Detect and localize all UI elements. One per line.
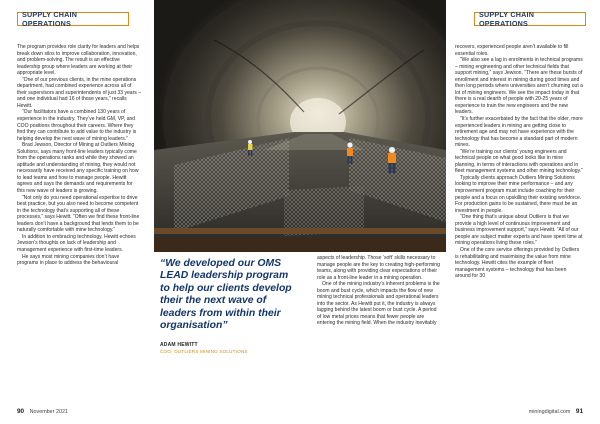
paragraph: Typically clients approach Outliers Mining Solutions looking to improve their mine performance – and any improvement program must include coaching for their people and a focus on upskilling their existing workforce. For production gains to be sustained, there must be an investment in people. xyxy=(455,174,582,214)
paragraph: In addition to embracing technology, Hewitt echoes Jewson’s thoughts on lack of leadership and management experience with first-time leaders. xyxy=(17,233,136,253)
quote-attribution-name: ADAM HEWITT xyxy=(160,342,198,349)
paragraph: recovers, experienced people aren’t available to fill essential roles. xyxy=(455,44,569,57)
paragraph: “Our facilitators have a combined 130 years of experience in the industry. They’ve held GM, VP, and COO positions throughout their careers. Where they find they can contribute to add value to the industry is helping develop the next wave of mining leaders.” xyxy=(17,109,137,142)
paragraph: One of the core service offerings provided by Outliers is rehabilitating and maximising the value from mine technology. Hewitt cites the example of fleet management systems – technology that has been around for 30 xyxy=(455,246,580,280)
paragraph: The program provides role clarity for leaders and helps break down silos to improve collaboration, innovation, and problem-solving. The result is an effective leadership group where leaders are working at their appropriate level. xyxy=(17,44,140,77)
body-column-below-photo xyxy=(317,255,441,327)
paragraph: One of the mining industry’s inherent problems is the boom and bust cycle, which impacts the flow of new mining technical professionals and operational leaders into the sector. As Hewitt put it, the industry is always lagging behind the latest boom or bust cycle. A period of low metal prices means that fewer people are entering the mining field. When the industry inevitably xyxy=(317,281,440,327)
paragraph: “One thing that’s unique about Outliers is that we provide a high level of continuous improvement and business improvement support,” says Hewitt. “All of our people are subject matter experts and have spent time at mining operations living these roles.” xyxy=(455,214,583,247)
pull-quote: “We developed our OMS LEAD leadership program to help our clients develop their the next wave of leaders from within their organisation” xyxy=(160,258,292,332)
paragraph: “It’s further exacerbated by the fact that the older, more experienced leaders in mining are getting close to retirement age and may not have experience with the technology that has become a standard part of modern mines. xyxy=(455,116,583,149)
paragraph: Brad Jewson, Director of Mining at Outliers Mining Solutions, says many front-line leaders typically come from the operations ranks and while they showed an aptitude and understanding of mining, they would not necessarily have received any specific training on how to lead teams and how to manage people. Hewitt agrees and says the demands and requirements for this new wave of leaders is growing. xyxy=(17,142,139,195)
tunnel-photo xyxy=(154,0,446,252)
page-number: 90 xyxy=(17,408,25,415)
site-url: miningdigital.com xyxy=(528,409,571,415)
paragraph: “One of our previous clients, in the mine operations department, had combined experience across all of their supervisors and superintendents of just 33 years – and one individual had 16 of those years,” recalls Hewitt. xyxy=(17,76,141,109)
body-column-left xyxy=(17,44,141,267)
tunnel-illustration xyxy=(154,0,446,252)
paragraph: “We’re training our clients’ young engineers and technical people on what good looks like in mine planning, in terms of interactions with operations and in fleet management systems and other mining technology.” xyxy=(455,148,583,175)
footer-left xyxy=(17,408,68,415)
section-tag: SUPPLY CHAIN OPERATIONS xyxy=(17,12,129,26)
paragraph: He says most mining companies don’t have programs in place to address the behavioural xyxy=(17,253,120,267)
paragraph: aspects of leadership. Those ‘soft’ skills necessary to manage people are the key to creating high-performing teams, along with providing clear expectations of their role as a front-line leader in a mining operation. xyxy=(317,255,440,281)
paragraph: “We also see a lag in enrolments in technical programs – mining engineering and other technical fields that support mining,” says Jewson. “There are these bursts of enrollment and interest in mining during good times and then long periods where universities aren’t churning out a lot of mining engineers. We see the impact today in that there is a real dearth of people with 20-25 years of experience to train the new engineers and the new leaders. xyxy=(455,57,583,116)
page-number: 91 xyxy=(575,408,583,415)
body-column-right xyxy=(455,44,583,280)
pull-quote-block xyxy=(160,258,296,354)
section-tag: SUPPLY CHAIN OPERATIONS xyxy=(474,12,586,26)
quote-attribution-role: COO, OUTLIERS MINING SOLUTIONS xyxy=(160,349,248,355)
issue-date: November 2021 xyxy=(29,409,68,415)
paragraph: “Not only do you need operational expertise to drive best practice, but you also need to become competent in the technology that’s supporting all of these processes,” says Hewitt. “Often we find these front-line leaders don’t have a background that lends them to be naturally comfortable with mine technology.” xyxy=(17,194,140,234)
footer-right xyxy=(529,408,583,415)
